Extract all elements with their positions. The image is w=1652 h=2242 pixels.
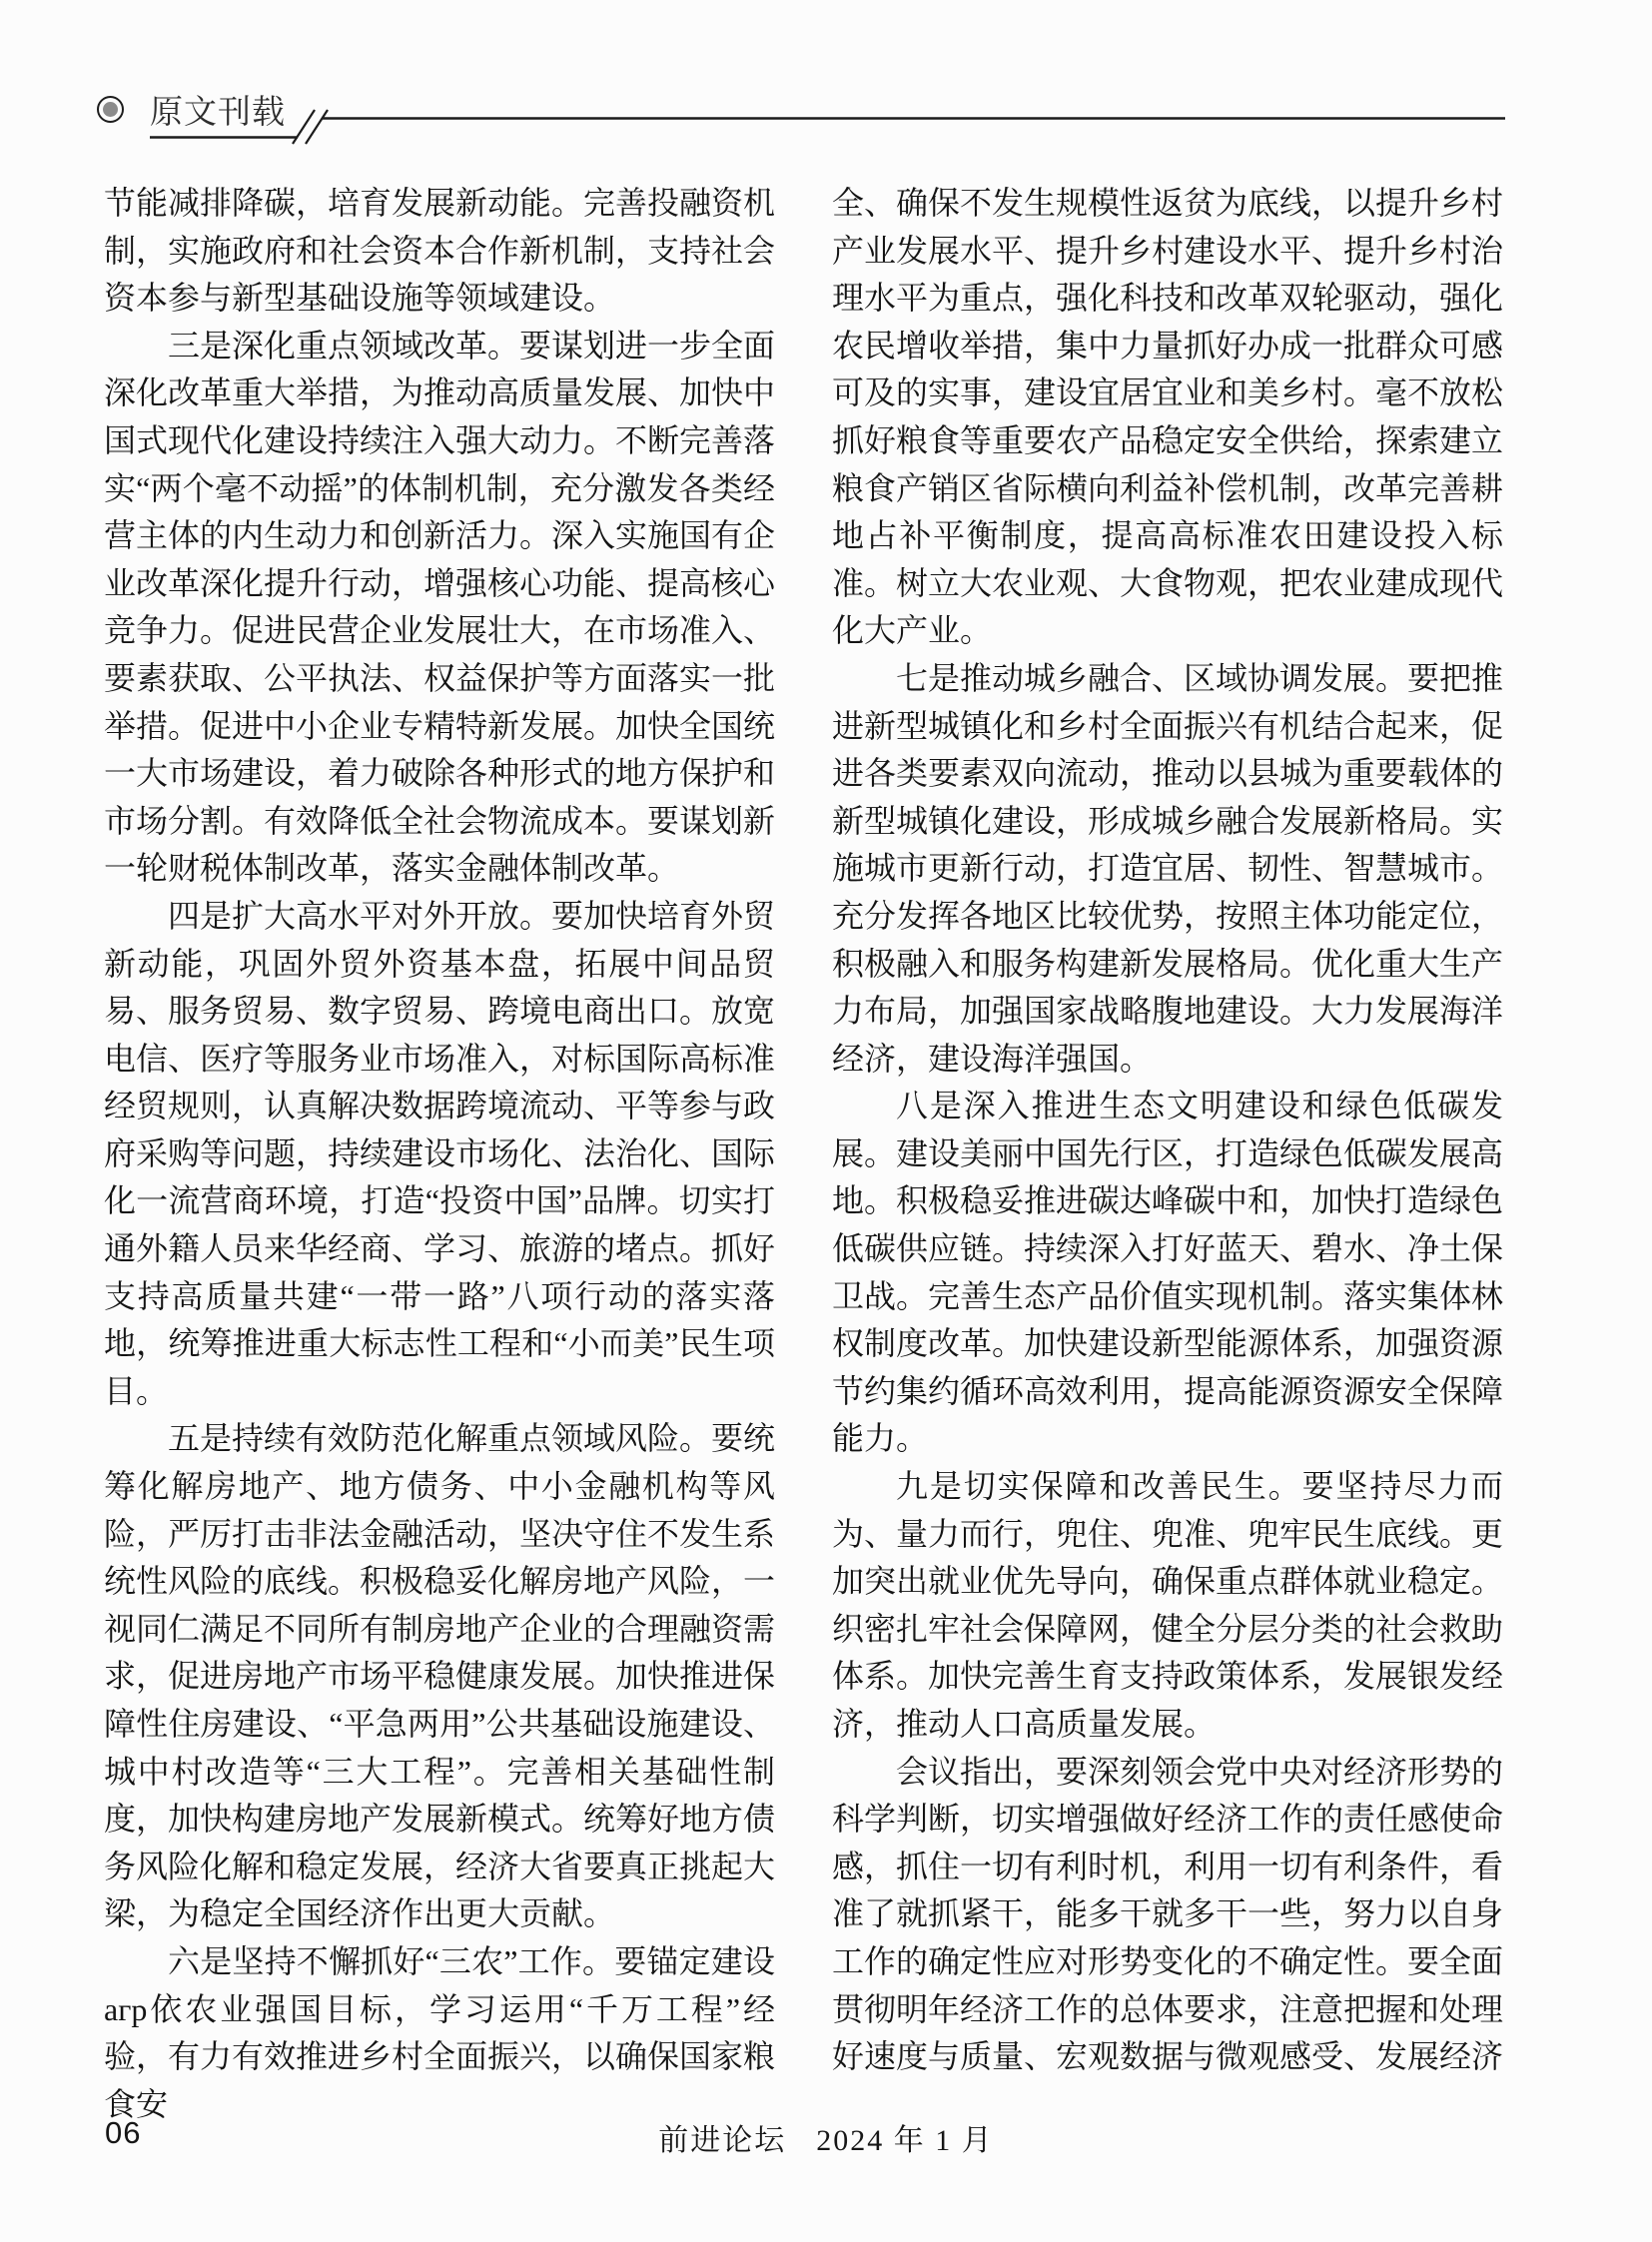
paragraph-point-9: 九是切实保障和改善民生。要坚持尽力而为、量力而行，兜住、兜准、兜牢民生底线。更加突出就业优先导向，确保重点群体就业稳定。织密扎牢社会保障网，健全分层分类的社会救助体系。加快完善生育支持政策体系，发展银发经济，推动人口高质量发展。 [832,1468,1504,1742]
journal-title: 前进论坛 [658,2124,787,2157]
paragraph-point-8: 八是深入推进生态文明建设和绿色低碳发展。建设美丽中国先行区，打造绿色低碳发展高地。积极稳妥推进碳达峰碳中和，加快打造绿色低碳供应链。持续深入打好蓝天、碧水、净土保卫战。完善生态产品价值实现机制。落实集体林权制度改革。加快建设新型能源体系，加强资源节约集约循环高效利用，提高能源资源安全保障能力。 [832,1088,1504,1457]
right-text-column [832,180,1504,2075]
paragraph-point-7: 七是推动城乡融合、区域协调发展。要把推进新型城镇化和乡村全面振兴有机结合起来，促进各类要素双向流动，推动以县城为重要载体的新型城镇化建设，形成城乡融合发展新格局。实施城市更新行动，打造宜居、韧性、智慧城市。充分发挥各地区比较优势，按照主体功能定位，积极融入和服务构建新发展格局。优化重大生产力布局，加强国家战略腹地建设。大力发展海洋经济，建设海洋强国。 [832,659,1504,1077]
paragraph-point-5: 五是持续有效防范化解重点领域风险。要统筹化解房地产、地方债务、中小金融机构等风险，严厉打击非法金融活动，坚决守住不发生系统性风险的底线。积极稳妥化解房地产风险，一视同仁满足不同所有制房地产企业的合理融资需求，促进房地产市场平稳健康发展。加快推进保障性住房建设、“平急两用”公共基础设施建设、城中村改造等“三大工程”。完善相关基础性制度，加快构建房地产发展新模式。统筹好地方债务风险化解和稳定发展，经济大省要真正挑起大梁，为稳定全国经济作出更大贡献。 [104,1420,776,1932]
section-marker-label: 原文刊载 [150,95,286,131]
paragraph-point-6: 六是坚持不懈抓好“三农”工作。要锚定建设агр依农业强国目标，学习运用“千万工程”经验，有力有效推进乡村全面振兴，以确保国家粮食安 [104,1942,776,2122]
page-header [0,0,1652,160]
paragraph-continuation: 节能减排降碳，培育发展新动能。完善投融资机制，实施政府和社会资本合作新机制，支持社会资本参与新型基础设施等领域建设。 [104,185,776,317]
issue-date: 2024 年 1 月 [816,2124,994,2157]
paragraph-point-3: 三是深化重点领域改革。要谋划进一步全面深化改革重大举措，为推动高质量发展、加快中国式现代化建设持续注入强大动力。不断完善落实“两个毫不动摇”的体制机制，充分激发各类经营主体的内生动力和创新活力。深入实施国有企业改革深化提升行动，增强核心功能、提高核心竞争力。促进民营企业发展壮大，在市场准入、要素获取、公平执法、权益保护等方面落实一批举措。促进中小企业专精特新发展。加快全国统一大市场建设，着力破除各种形式的地方保护和市场分割。有效降低全社会物流成本。要谋划新一轮财税体制改革，落实金融体制改革。 [104,327,776,887]
page-number: 06 [105,2115,142,2150]
paragraph-point-4: 四是扩大高水平对外开放。要加快培育外贸新动能，巩固外贸外资基本盘，拓展中间品贸易、服务贸易、数字贸易、跨境电商出口。放宽电信、医疗等服务业市场准入，对标国际高标准经贸规则，认真解决数据跨境流动、平等参与政府采购等问题，持续建设市场化、法治化、国际化一流营商环境，打造“投资中国”品牌。切实打通外籍人员来华经商、学习、旅游的堵点。抓好支持高质量共建“一带一路”八项行动的落实落地，统筹推进重大标志性工程和“小而美”民生项目。 [104,897,776,1409]
paragraph-meeting-note: 会议指出，要深刻领会党中央对经济形势的科学判断，切实增强做好经济工作的责任感使命感，抓住一切有利时机，利用一切有利条件，看准了就抓紧干，能多干就多干一些，努力以自身工作的确定性应对形势变化的不确定性。要全面贯彻明年经济工作的总体要求，注意把握和处理好速度与质量、宏观数据与微观感受、发展经济 [832,1753,1504,2075]
header-rule [0,0,1652,160]
left-text-column [104,180,776,2122]
page-footer [0,2109,1652,2159]
footer-center-text [0,2115,1652,2159]
paragraph-continuation: 全、确保不发生规模性返贫为底线，以提升乡村产业发展水平、提升乡村建设水平、提升乡村治理水平为重点，强化科技和改革双轮驱动，强化农民增收举措，集中力量抓好办成一批群众可感可及的实事，建设宜居宜业和美乡村。毫不放松抓好粮食等重要农产品稳定安全供给，探索建立粮食产销区省际横向利益补偿机制，改革完善耕地占补平衡制度，提高高标准农田建设投入标准。树立大农业观、大食物观，把农业建成现代化大产业。 [832,185,1504,649]
